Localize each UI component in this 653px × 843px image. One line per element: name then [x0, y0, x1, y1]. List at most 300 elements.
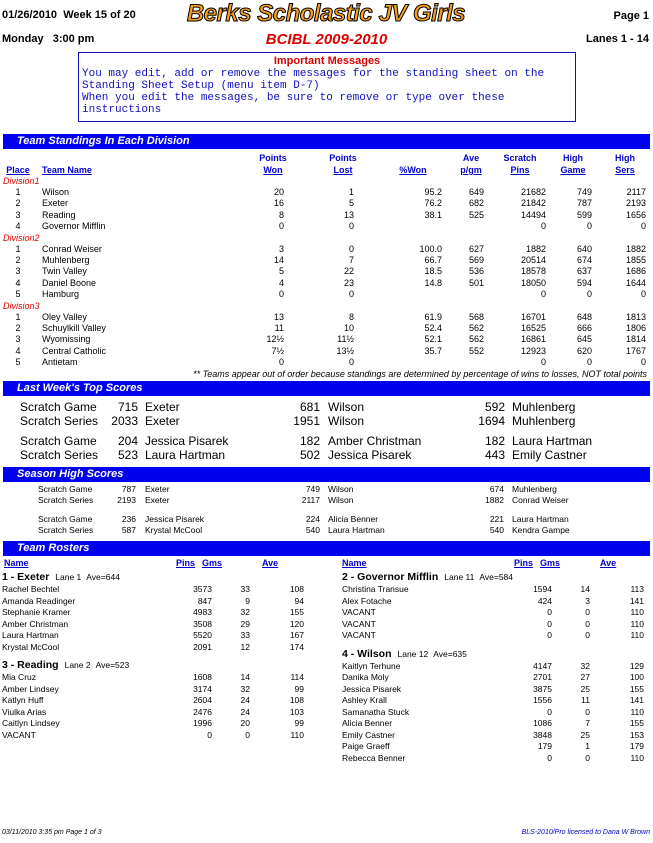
standings-cell: 0 — [640, 221, 646, 232]
player-pins: 1996 — [193, 718, 212, 728]
message-line: Standing Sheet Setup (menu item D-7) — [82, 80, 320, 92]
player-games: 3 — [585, 595, 590, 606]
player-name: VACANT — [2, 729, 36, 740]
player-name: Amber Lindsey — [2, 683, 59, 694]
player-ave: 179 — [629, 741, 644, 751]
player-pins: 0 — [547, 706, 552, 717]
player-games: 32 — [240, 607, 250, 617]
team-ave: Ave=584 — [479, 572, 514, 582]
standings-cell: 649 — [468, 187, 484, 197]
standings-cell: 2117 — [626, 187, 646, 197]
score-cell: 674 — [489, 484, 504, 494]
player-ave: 99 — [294, 683, 304, 694]
standings-cell: 787 — [576, 198, 592, 209]
score-cell: Wilson — [328, 400, 365, 414]
standings-cell: 599 — [576, 209, 592, 220]
standings-cell: 35.7 — [424, 345, 442, 356]
player-games: 0 — [245, 729, 250, 740]
player-pins: 3848 — [533, 729, 552, 740]
standings-cell — [448, 357, 484, 368]
day-time: Monday 3:00 pm — [2, 33, 95, 45]
player-name: Amanda Readinger — [2, 595, 76, 606]
standings-cell: 2 — [15, 255, 21, 265]
standings-cell: 18050 — [520, 277, 546, 288]
score-cell: 221 — [489, 514, 504, 524]
standings-cell: 13½ — [336, 345, 354, 356]
score-cell: Wilson — [328, 414, 365, 428]
col-header: %Won — [399, 165, 427, 175]
player-name: Stephanie Kramer — [2, 607, 71, 617]
player-name: Rebecca Benner — [342, 752, 406, 763]
standings-cell: 1767 — [625, 345, 646, 356]
team-name: 1 - Exeter — [2, 571, 50, 583]
player-games: 14 — [240, 672, 250, 682]
standings-cell: 7½ — [271, 345, 284, 356]
standings-cell: 20514 — [520, 255, 546, 265]
team-name: 2 - Governor Mifflin — [342, 571, 439, 583]
player-pins: 179 — [537, 741, 552, 751]
standings-cell: 11½ — [337, 334, 354, 345]
player-name: VACANT — [342, 630, 376, 640]
standings-cell: 10 — [343, 323, 354, 333]
player-pins: 847 — [197, 595, 212, 606]
standings-cell: 18.5 — [424, 266, 442, 277]
col-header: Sers — [615, 165, 635, 175]
score-cell: 749 — [305, 484, 320, 494]
player-ave: 174 — [289, 641, 304, 652]
player-ave: 110 — [630, 607, 644, 617]
player-pins: 5520 — [193, 630, 212, 640]
standings-cell: 562 — [468, 323, 484, 333]
score-cell: 1882 — [485, 495, 504, 505]
standings-cell: 3 — [15, 266, 21, 277]
message-line: You may edit, add or remove the messages for the standing sheet on the — [82, 68, 545, 80]
player-ave: 141 — [629, 595, 644, 606]
player-games: 0 — [585, 752, 590, 763]
standings-cell — [448, 221, 484, 232]
score-cell: Scratch Game — [20, 400, 97, 414]
player-pins: 1594 — [533, 584, 552, 594]
player-pins: 1086 — [533, 718, 552, 728]
team-lane: Lane 11 — [444, 572, 475, 582]
player-games: 25 — [580, 729, 590, 740]
standings-cell: 648 — [576, 311, 592, 322]
standings-cell: 0 — [586, 289, 592, 300]
col-header: Won — [263, 165, 283, 175]
score-cell: Scratch Game — [38, 484, 93, 494]
standings-note: ** Teams appear out of order because standings are determined by percentage of wins to losses, NOT total points — [193, 369, 647, 379]
standings-cell: Schuylkill Valley — [42, 323, 106, 333]
standings-cell: 0 — [586, 357, 592, 368]
standings-cell: 3 — [15, 209, 21, 220]
footer-left: 03/11/2010 3:35 pm Page 1 of 3 — [2, 829, 102, 836]
standings-cell: 4 — [278, 277, 284, 288]
player-ave: 110 — [630, 618, 644, 629]
score-cell: Exeter — [145, 414, 180, 428]
score-cell: Alicia Benner — [328, 514, 379, 524]
player-pins: 0 — [547, 618, 552, 629]
col-header: Place — [6, 165, 30, 175]
standings-cell: 13 — [343, 209, 354, 220]
score-cell: 443 — [484, 448, 505, 462]
standings-cell: 674 — [576, 255, 592, 265]
standings-cell — [402, 357, 442, 368]
standings-cell: 0 — [278, 289, 284, 300]
player-pins: 3573 — [193, 584, 212, 594]
standings-cell: Governor Mifflin — [42, 221, 106, 232]
team-ave: Ave=635 — [433, 648, 467, 659]
player-pins: 0 — [547, 630, 552, 640]
standings-cell: 0 — [348, 221, 354, 232]
player-games: 27 — [580, 672, 590, 682]
standings-cell: 16 — [273, 198, 284, 209]
standings-cell: 620 — [576, 345, 592, 356]
player-name: Danika Moly — [342, 672, 389, 682]
score-cell: 204 — [117, 434, 138, 448]
player-pins: 0 — [547, 607, 552, 617]
player-ave: 141 — [629, 695, 644, 705]
col-header: Name — [342, 558, 367, 568]
player-games: 14 — [580, 584, 590, 594]
standings-cell: 18578 — [520, 266, 546, 277]
standings-cell: 38.1 — [424, 209, 442, 220]
score-cell: Scratch Series — [20, 414, 99, 428]
standings-cell — [448, 289, 484, 300]
score-cell: 587 — [121, 525, 136, 535]
standings-cell: 2193 — [625, 198, 646, 209]
score-cell: Scratch Series — [20, 448, 99, 462]
player-ave: 120 — [289, 618, 304, 629]
team-header — [2, 659, 129, 672]
col-header: Name — [4, 558, 29, 568]
player-pins: 3508 — [193, 618, 212, 629]
score-cell: Scratch Series — [38, 495, 94, 505]
player-name: Jessica Pisarek — [342, 683, 402, 694]
season-subtitle: BCIBL 2009-2010 — [265, 31, 388, 48]
standings-cell: Wilson — [42, 187, 70, 197]
player-games: 12 — [240, 641, 250, 652]
standings-cell: 52.1 — [424, 334, 442, 345]
score-cell: Jessica Pisarek — [328, 448, 412, 462]
player-ave: 110 — [630, 706, 644, 717]
standings-cell: 1806 — [625, 323, 646, 333]
player-ave: 114 — [290, 672, 304, 682]
standings-cell: 0 — [348, 357, 354, 368]
score-cell: 1951 — [293, 414, 320, 428]
standings-cell: 1882 — [525, 243, 546, 254]
standings-cell — [402, 289, 442, 300]
standings-cell: 61.9 — [424, 311, 442, 322]
standings-cell: 1882 — [625, 243, 646, 254]
message-line: When you edit the messages, be sure to remove or type over these — [82, 92, 505, 104]
player-pins: 3875 — [533, 683, 552, 694]
team-lane: Lane 12 — [397, 648, 429, 659]
standings-cell: Muhlenberg — [42, 255, 90, 265]
player-name: Caitlyn Lindsey — [2, 718, 60, 728]
standings-cell: 749 — [576, 187, 592, 197]
player-games: 24 — [240, 695, 250, 705]
score-cell: Laura Hartman — [145, 448, 226, 462]
standings-cell: Conrad Weiser — [42, 243, 102, 254]
player-games: 0 — [585, 630, 590, 640]
standings-cell: 5 — [15, 357, 21, 368]
col-header: Gms — [202, 558, 223, 568]
standings-cell: 7 — [348, 255, 354, 265]
player-games: 1 — [585, 741, 590, 751]
standings-cell: Antietam — [42, 357, 78, 368]
player-pins: 2091 — [193, 641, 212, 652]
score-cell: Laura Hartman — [328, 525, 385, 535]
player-ave: 100 — [629, 672, 644, 682]
player-ave: 129 — [629, 660, 644, 671]
standings-cell: 1 — [15, 243, 21, 254]
player-games: 32 — [580, 660, 590, 671]
standings-cell: 645 — [576, 334, 592, 345]
player-pins: 4983 — [193, 607, 212, 617]
player-games: 9 — [245, 595, 250, 606]
lastweek-title: Last Week's Top Scores — [3, 381, 650, 396]
standings-cell: 21842 — [520, 198, 546, 209]
standings-cell: 1686 — [625, 266, 646, 277]
player-ave: 167 — [289, 630, 304, 640]
team-lane: Lane 2 — [64, 660, 91, 670]
standings-cell: 1814 — [625, 334, 646, 345]
standings-cell: 0 — [640, 357, 646, 368]
col-header: Game — [560, 165, 586, 175]
player-ave: 110 — [630, 630, 644, 640]
player-ave: 103 — [289, 706, 304, 717]
player-games: 33 — [240, 630, 250, 640]
player-games: 25 — [580, 683, 590, 694]
player-pins: 2604 — [193, 695, 212, 705]
standings-cell: 666 — [576, 323, 592, 333]
standings-cell: 0 — [348, 243, 354, 254]
standings-cell: Exeter — [42, 198, 69, 209]
player-ave: 113 — [630, 584, 644, 594]
player-ave: 94 — [294, 595, 304, 606]
standings-cell: Twin Valley — [42, 266, 87, 277]
standings-cell: 4 — [15, 221, 21, 232]
score-cell: 592 — [484, 400, 505, 414]
col-header: Pins — [514, 558, 534, 568]
standings-cell: 16861 — [520, 334, 546, 345]
col-header: p/gm — [460, 165, 482, 175]
col-header: Lost — [333, 165, 353, 175]
player-games: 0 — [585, 607, 590, 617]
col-header: Points — [259, 153, 287, 163]
standings-cell: 1 — [15, 311, 21, 322]
standings-cell: 536 — [468, 266, 484, 277]
footer-right: BLS-2010/Pro licensed to Dana W Brown — [521, 829, 650, 836]
col-header: Pins — [176, 558, 196, 568]
standings-cell: 627 — [468, 243, 484, 254]
player-name: Paige Graeff — [342, 741, 390, 751]
standings-cell: Reading — [42, 209, 76, 220]
col-header: Team Name — [42, 165, 92, 175]
score-cell: 540 — [489, 525, 504, 535]
standings-cell: 0 — [540, 357, 546, 368]
score-cell: Krystal McCool — [145, 525, 203, 535]
player-ave: 155 — [289, 607, 304, 617]
standings-cell: 8 — [348, 311, 354, 322]
standings-title: Team Standings In Each Division — [3, 134, 650, 149]
player-name: Christina Transue — [342, 584, 409, 594]
player-pins: 2476 — [193, 706, 212, 717]
standings-cell: 1813 — [625, 311, 646, 322]
standings-cell: 14494 — [520, 209, 546, 220]
player-pins: 0 — [207, 729, 212, 740]
score-cell: 224 — [305, 514, 320, 524]
player-games: 0 — [585, 618, 590, 629]
standings-cell: 562 — [468, 334, 484, 345]
score-cell: Muhlenberg — [512, 414, 576, 428]
team-ave: Ave=644 — [86, 572, 120, 582]
player-games: 24 — [240, 706, 250, 717]
standings-cell: 0 — [586, 221, 592, 232]
score-cell: Muhlenberg — [512, 400, 576, 414]
standings-cell: 52.4 — [424, 323, 442, 333]
player-pins: 1608 — [193, 672, 212, 682]
standings-cell: 0 — [278, 357, 284, 368]
standings-cell: 0 — [540, 289, 546, 300]
score-cell: 502 — [299, 448, 320, 462]
score-cell: Muhlenberg — [512, 484, 557, 494]
score-cell: 2117 — [301, 495, 320, 505]
player-name: VACANT — [342, 618, 376, 629]
standings-cell: 568 — [468, 311, 484, 322]
standings-cell: 2 — [15, 323, 21, 333]
date-week: 01/26/2010 Week 15 of 20 — [2, 9, 136, 21]
standings-cell: Wyomissing — [42, 334, 91, 345]
standings-cell: 100.0 — [419, 243, 442, 254]
standings-cell: 0 — [540, 221, 546, 232]
player-name: Mia Cruz — [2, 672, 37, 682]
col-header: Ave — [600, 558, 617, 568]
score-cell: 523 — [117, 448, 138, 462]
standings-cell: 0 — [640, 289, 646, 300]
standings-cell: 12½ — [266, 334, 284, 345]
player-ave: 99 — [294, 718, 304, 728]
standings-cell: 76.2 — [424, 198, 442, 209]
standings-cell: 4 — [15, 277, 21, 288]
standings-cell: 14.8 — [424, 277, 442, 288]
player-name: Laura Hartman — [2, 630, 59, 640]
score-cell: Conrad Weiser — [512, 495, 569, 505]
col-header: High — [615, 153, 635, 163]
standings-cell: 20 — [273, 187, 284, 197]
col-header: Gms — [540, 558, 561, 568]
player-games: 29 — [240, 618, 250, 629]
team-header — [342, 571, 513, 584]
score-cell: Exeter — [145, 400, 180, 414]
score-cell: 540 — [305, 525, 320, 535]
standings-cell: 525 — [468, 209, 484, 220]
division-label: Division2 — [3, 232, 40, 243]
standings-cell: 0 — [278, 221, 284, 232]
score-cell: 1694 — [478, 414, 505, 428]
standings-cell: 22 — [343, 266, 354, 277]
player-name: Rachel Bechtel — [2, 584, 60, 594]
col-header: High — [563, 153, 583, 163]
message-line: instructions — [82, 104, 162, 116]
player-games: 20 — [240, 718, 250, 728]
col-header: Ave — [462, 153, 480, 163]
player-ave: 155 — [629, 683, 644, 694]
standings-cell: 3 — [15, 334, 21, 345]
standings-cell: 95.2 — [424, 187, 442, 197]
standings-cell: 23 — [343, 277, 354, 288]
standings-cell: 1644 — [625, 277, 646, 288]
team-name: 3 - Reading — [2, 659, 59, 671]
score-cell: Exeter — [145, 495, 170, 505]
standings-cell: Central Catholic — [42, 345, 107, 356]
standings-cell: Oley Valley — [42, 311, 87, 322]
page-number: Page 1 — [613, 10, 649, 22]
score-cell: Scratch Game — [38, 514, 93, 524]
score-cell: Laura Hartman — [512, 514, 569, 524]
player-ave: 110 — [630, 752, 644, 763]
col-header: Points — [329, 153, 357, 163]
standings-cell: Daniel Boone — [42, 277, 97, 288]
player-games: 32 — [240, 683, 250, 694]
score-cell: 787 — [121, 484, 136, 494]
player-ave: 108 — [289, 695, 304, 705]
score-cell: Scratch Game — [20, 434, 97, 448]
league-title: Berks Scholastic JV Girls — [186, 0, 466, 27]
standings-cell: 5 — [15, 289, 21, 300]
standings-cell: 14 — [273, 255, 284, 265]
lanes: Lanes 1 - 14 — [586, 33, 649, 45]
messages-title: Important Messages — [273, 55, 381, 67]
player-games: 7 — [585, 718, 590, 728]
player-pins: 4147 — [533, 660, 552, 671]
col-header: Pins — [510, 165, 530, 175]
standings-cell: 552 — [468, 345, 484, 356]
col-header: Scratch — [503, 153, 537, 163]
score-cell: Kendra Gampe — [512, 525, 570, 535]
player-name: Alex Fotache — [342, 595, 392, 606]
score-cell: 715 — [117, 400, 138, 414]
standings-cell: 16525 — [520, 323, 546, 333]
score-cell: 236 — [121, 514, 136, 524]
score-cell: Scratch Series — [38, 525, 94, 535]
score-cell: Amber Christman — [328, 434, 422, 448]
division-label: Division3 — [3, 300, 40, 311]
standings-cell: 569 — [468, 255, 484, 265]
player-ave: 110 — [290, 729, 304, 740]
team-name: 4 - Wilson — [342, 647, 392, 660]
score-cell: Jessica Pisarek — [145, 514, 205, 524]
division-label: Division1 — [3, 176, 40, 186]
score-cell: Emily Castner — [512, 448, 587, 462]
standings-cell: 1 — [15, 187, 21, 197]
score-cell: Wilson — [328, 495, 354, 505]
player-games: 33 — [240, 584, 250, 594]
score-cell: Wilson — [328, 484, 354, 494]
standings-cell: Hamburg — [42, 289, 80, 300]
player-ave: 155 — [629, 718, 644, 728]
score-cell: 182 — [299, 434, 320, 448]
standings-cell: 8 — [278, 209, 284, 220]
standings-cell: 1 — [348, 187, 354, 197]
player-name: VACANT — [342, 607, 376, 617]
player-pins: 0 — [547, 752, 552, 763]
standings-cell: 682 — [468, 198, 484, 209]
player-name: Amber Christman — [2, 618, 69, 629]
standings-cell: 1855 — [625, 255, 646, 265]
player-ave: 108 — [289, 584, 304, 594]
player-games: 0 — [585, 706, 590, 717]
